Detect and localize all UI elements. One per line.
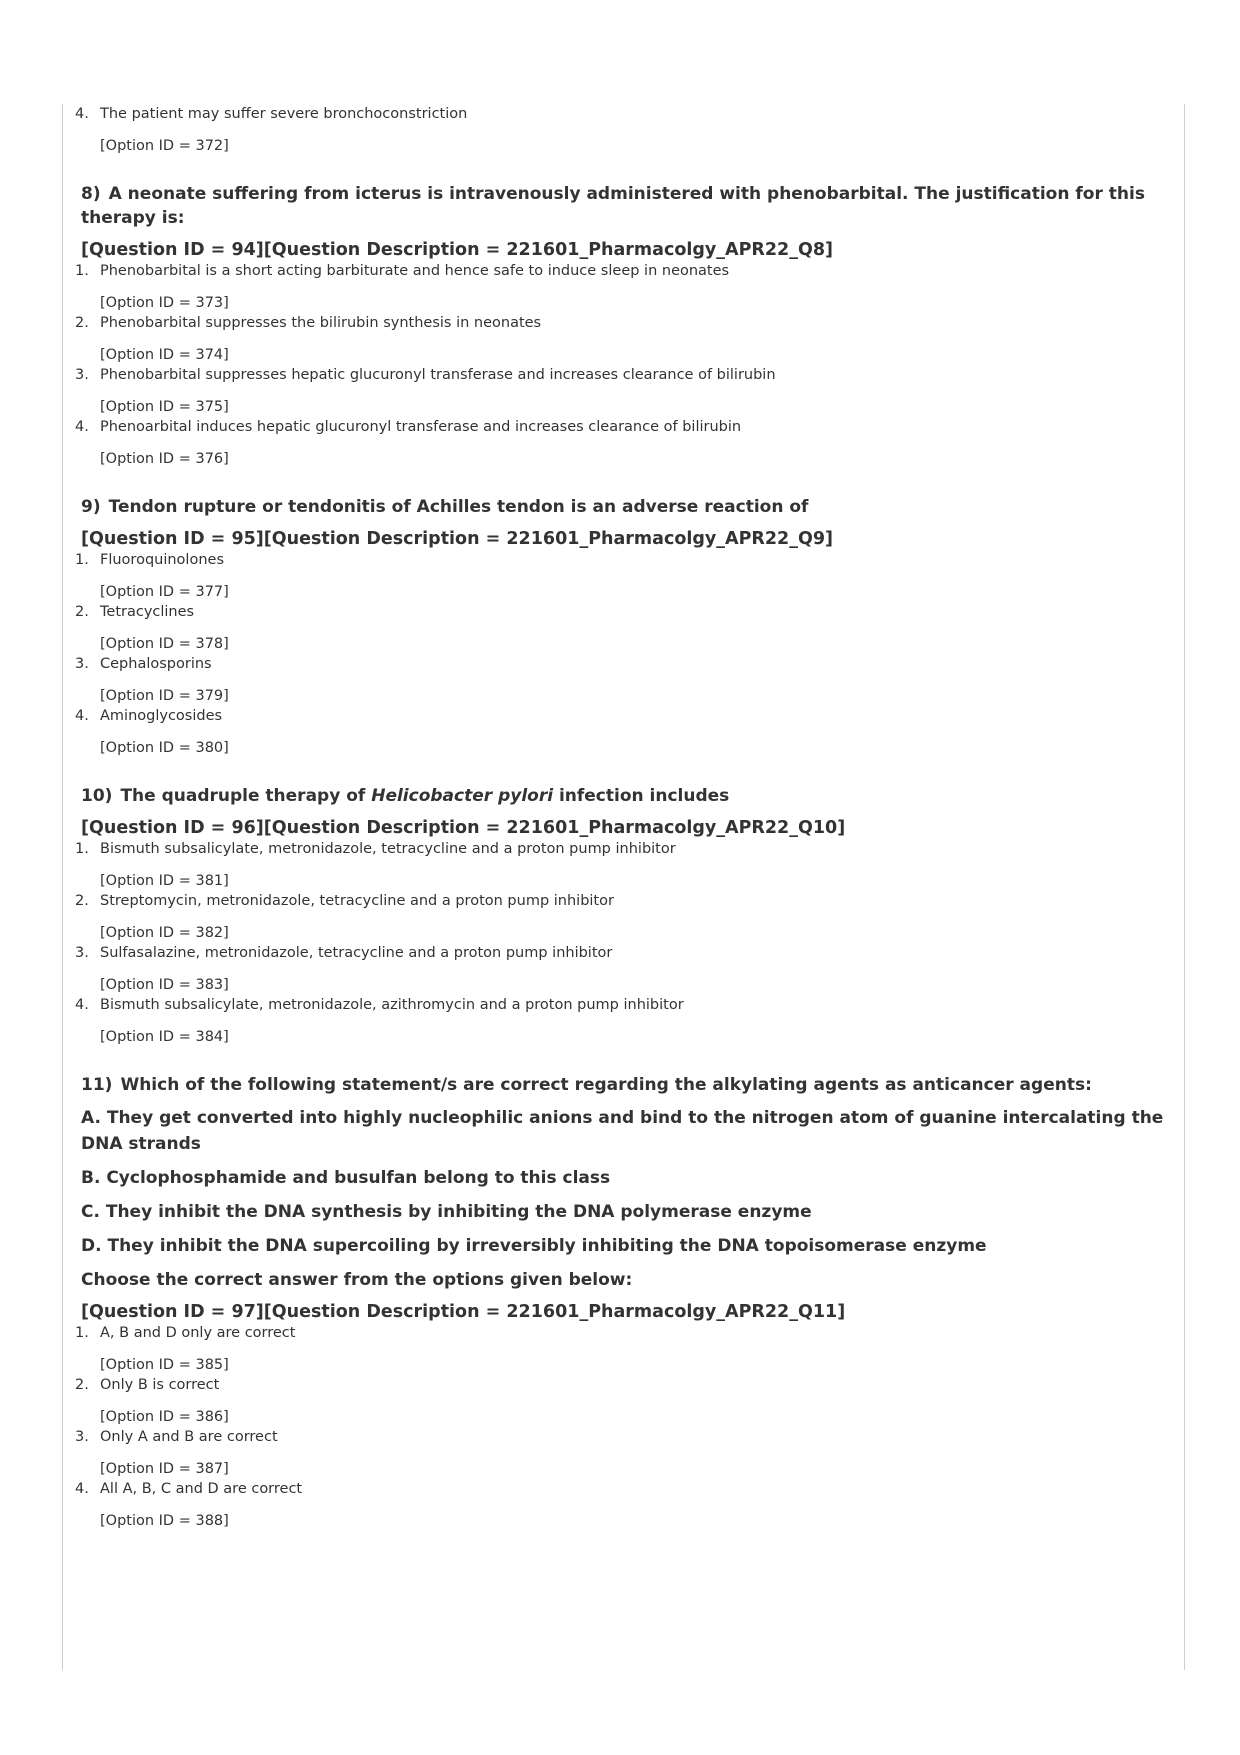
option-id: [Option ID = 375] (100, 399, 229, 415)
question-9-text: 9) Tendon rupture or tendonitis of Achilles tendon is an adverse reaction of (81, 497, 809, 517)
option-item: 1. Bismuth subsalicylate, metronidazole, tetracycline and a proton pump inhibitor (75, 841, 676, 857)
option-text: Cephalosporins (100, 656, 212, 672)
option-id: [Option ID = 381] (100, 873, 229, 889)
option-text: Bismuth subsalicylate, metronidazole, tetracycline and a proton pump inhibitor (100, 841, 676, 857)
option-item: 1. A, B and D only are correct (75, 1325, 296, 1341)
option-text: Phenobarbital is a short acting barbiturate and hence safe to induce sleep in neonates (100, 263, 730, 279)
question-9-options (75, 550, 1165, 758)
option-text: Aminoglycosides (100, 708, 223, 724)
statement-c: C. They inhibit the DNA synthesis by inhibiting the DNA polymerase enzyme (81, 1202, 812, 1222)
option-text: A, B and D only are correct (100, 1325, 296, 1341)
question-9-header: [Question ID = 95][Question Description = 221601_Pharmacolgy_APR22_Q9] (81, 529, 834, 549)
option-id: [Option ID = 388] (100, 1513, 229, 1529)
option-id: [Option ID = 384] (100, 1029, 229, 1045)
option-id: [Option ID = 378] (100, 636, 229, 652)
option-id: [Option ID = 383] (100, 977, 229, 993)
option-id: [Option ID = 374] (100, 347, 229, 363)
question-11-header: [Question ID = 97][Question Description = 221601_Pharmacolgy_APR22_Q11] (81, 1302, 846, 1322)
statement-b: B. Cyclophosphamide and busulfan belong to this class (81, 1168, 611, 1188)
option-id: [Option ID = 379] (100, 688, 229, 704)
option-id: [Option ID = 385] (100, 1357, 229, 1373)
option-text: Only A and B are correct (100, 1429, 278, 1445)
question-11-options (75, 1323, 1165, 1531)
document-content (75, 104, 1165, 1531)
option-item: 2. Streptomycin, metronidazole, tetracycline and a proton pump inhibitor (75, 893, 614, 909)
statement-d: D. They inhibit the DNA supercoiling by irreversibly inhibiting the DNA topoisomerase enzyme (81, 1236, 987, 1256)
question-8-options (75, 261, 1165, 469)
option-item: 4. The patient may suffer severe bronchoconstriction (75, 106, 468, 122)
question-8-header: [Question ID = 94][Question Description = 221601_Pharmacolgy_APR22_Q8] (81, 240, 834, 260)
question-8-text: 8) A neonate suffering from icterus is intravenously administered with phenobarbital. The justification for this therapy is: (81, 184, 1145, 228)
question-10-header: [Question ID = 96][Question Description = 221601_Pharmacolgy_APR22_Q10] (81, 818, 846, 838)
option-item: 4. All A, B, C and D are correct (75, 1481, 303, 1497)
option-item: 3. Sulfasalazine, metronidazole, tetracycline and a proton pump inhibitor (75, 945, 613, 961)
option-item: 3. Cephalosporins (75, 656, 212, 672)
question-11-text: 11) Which of the following statement/s are correct regarding the alkylating agents as anticancer agents: (81, 1075, 1092, 1095)
option-item: 1. Phenobarbital is a short acting barbiturate and hence safe to induce sleep in neonates (75, 263, 730, 279)
option-text: Streptomycin, metronidazole, tetracycline and a proton pump inhibitor (100, 893, 614, 909)
option-text: All A, B, C and D are correct (100, 1481, 303, 1497)
option-item: 4. Aminoglycosides (75, 708, 223, 724)
option-text: Tetracyclines (100, 604, 195, 620)
option-id: [Option ID = 387] (100, 1461, 229, 1477)
option-id: [Option ID = 373] (100, 295, 229, 311)
option-item: 4. Bismuth subsalicylate, metronidazole, azithromycin and a proton pump inhibitor (75, 997, 684, 1013)
option-text: Phenobarbital suppresses the bilirubin synthesis in neonates (100, 315, 542, 331)
option-item: 3. Phenobarbital suppresses hepatic glucuronyl transferase and increases clearance of bilirubin (75, 367, 776, 383)
option-text: The patient may suffer severe bronchoconstriction (100, 106, 468, 122)
option-text: Fluoroquinolones (100, 552, 224, 568)
option-item: 4. Phenoarbital induces hepatic glucuronyl transferase and increases clearance of bilirubin (75, 419, 742, 435)
option-item: 2. Tetracyclines (75, 604, 195, 620)
statement-a: A. They get converted into highly nucleophilic anions and bind to the nitrogen atom of guanine intercalating the DNA strands (81, 1108, 1164, 1154)
option-text: Phenoarbital induces hepatic glucuronyl transferase and increases clearance of bilirubin (100, 419, 742, 435)
option-text: Bismuth subsalicylate, metronidazole, azithromycin and a proton pump inhibitor (100, 997, 684, 1013)
option-id: [Option ID = 380] (100, 740, 229, 756)
option-item: 3. Only A and B are correct (75, 1429, 278, 1445)
option-id: [Option ID = 386] (100, 1409, 229, 1425)
option-id: [Option ID = 377] (100, 584, 229, 600)
option-id: [Option ID = 382] (100, 925, 229, 941)
option-id: [Option ID = 372] (100, 138, 229, 154)
instruction-text: Choose the correct answer from the options given below: (81, 1270, 633, 1290)
option-text: Sulfasalazine, metronidazole, tetracycline and a proton pump inhibitor (100, 945, 613, 961)
option-text: Only B is correct (100, 1377, 220, 1393)
option-item: 1. Fluoroquinolones (75, 552, 224, 568)
question-10-text: 10) The quadruple therapy of Helicobacter pylori infection includes (81, 786, 730, 806)
question-10-options (75, 839, 1165, 1047)
option-item: 2. Only B is correct (75, 1377, 220, 1393)
option-item: 2. Phenobarbital suppresses the bilirubin synthesis in neonates (75, 315, 542, 331)
option-id: [Option ID = 376] (100, 451, 229, 467)
option-text: Phenobarbital suppresses hepatic glucuronyl transferase and increases clearance of bilirubin (100, 367, 776, 383)
